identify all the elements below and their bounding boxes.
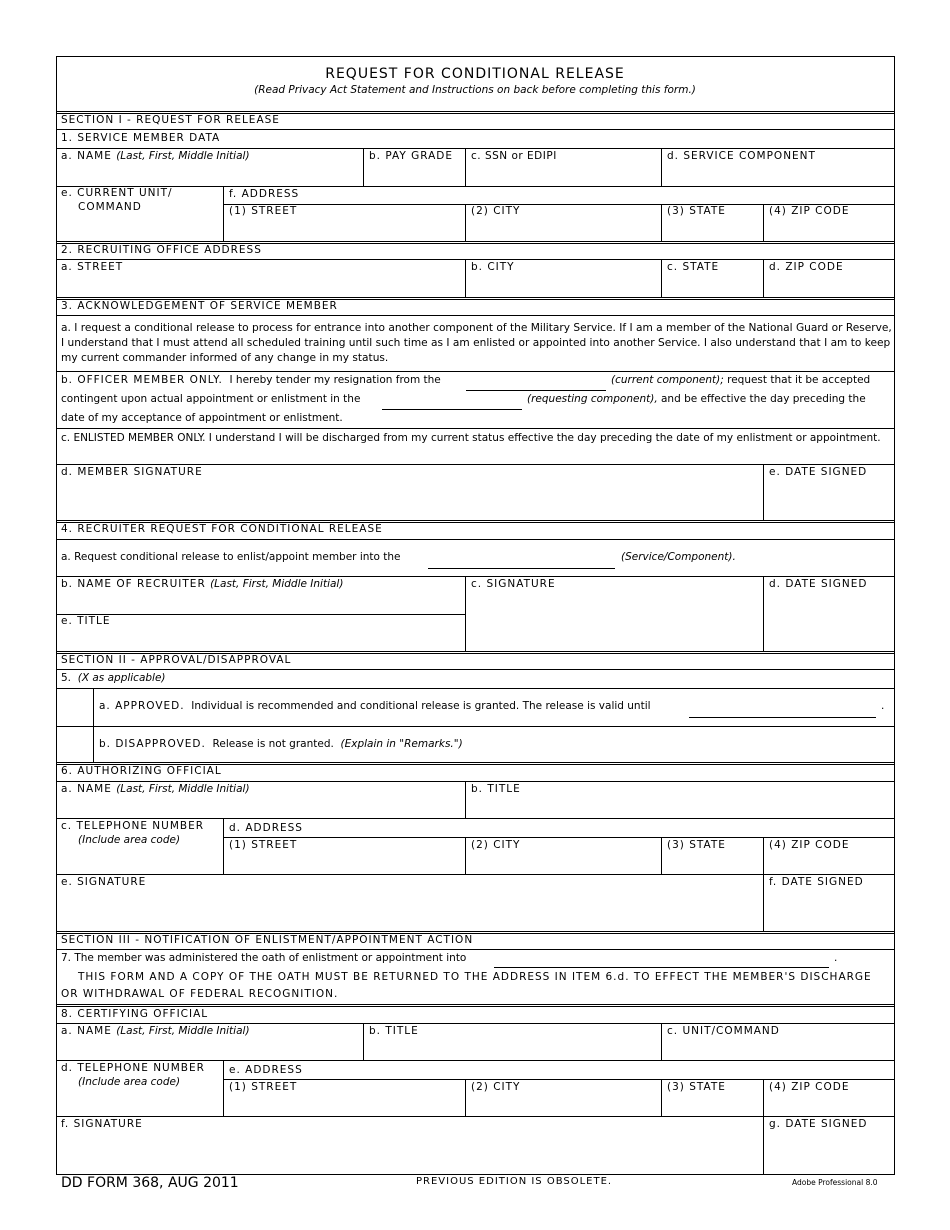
member-street-input[interactable] bbox=[225, 219, 463, 239]
divider bbox=[661, 837, 662, 874]
cert-address-label: e. ADDRESS bbox=[229, 1064, 303, 1076]
current-unit-label-2: COMMAND bbox=[78, 201, 142, 213]
auth-street-label: (1) STREET bbox=[229, 839, 298, 851]
approved-text: a. APPROVED. Individual is recommended and conditional release is granted. The release is valid until bbox=[99, 700, 651, 712]
divider bbox=[56, 111, 895, 112]
divider bbox=[465, 837, 466, 874]
return-notice-1: THIS FORM AND A COPY OF THE OATH MUST BE RETURNED TO THE ADDRESS IN ITEM 6.d. TO EFFECT THE MEMBER'S DISCHARGE bbox=[78, 971, 872, 983]
disapproved-checkbox[interactable] bbox=[58, 728, 92, 761]
cert-state-label: (3) STATE bbox=[667, 1081, 726, 1093]
member-date-label: e. DATE SIGNED bbox=[769, 466, 868, 478]
divider bbox=[763, 576, 764, 651]
divider bbox=[56, 297, 895, 298]
officer-line-3: date of my acceptance of appointment or enlistment. bbox=[61, 412, 343, 424]
auth-zip-label: (4) ZIP CODE bbox=[769, 839, 850, 851]
member-zip-input[interactable] bbox=[765, 219, 893, 239]
divider bbox=[56, 762, 895, 763]
auth-phone-label: c. TELEPHONE NUMBER bbox=[61, 820, 205, 832]
divider bbox=[223, 837, 895, 838]
divider bbox=[763, 259, 764, 297]
recruiter-name-input[interactable] bbox=[58, 592, 463, 612]
cert-street-label: (1) STREET bbox=[229, 1081, 298, 1093]
cert-zip-label: (4) ZIP CODE bbox=[769, 1081, 850, 1093]
oath-underline bbox=[494, 967, 829, 968]
recruiting-city-input[interactable] bbox=[467, 275, 659, 295]
divider bbox=[56, 539, 895, 540]
cert-phone-input[interactable] bbox=[58, 1091, 221, 1114]
divider bbox=[465, 204, 466, 241]
auth-city-input[interactable] bbox=[467, 853, 659, 872]
disapproved-text: b. DISAPPROVED. Release is not granted. (Explain in "Remarks.") bbox=[99, 738, 463, 750]
divider bbox=[465, 259, 466, 297]
pay-grade-input[interactable] bbox=[365, 164, 463, 184]
divider bbox=[56, 259, 895, 260]
oath-text: 7. The member was administered the oath of enlistment or appointment into bbox=[61, 952, 467, 964]
officer-line-2b: (requesting component), and be effective the day preceding the bbox=[527, 393, 866, 405]
divider bbox=[56, 576, 895, 577]
release-valid-until-input[interactable] bbox=[689, 699, 876, 716]
pay-grade-label: b. PAY GRADE bbox=[369, 150, 454, 162]
divider bbox=[93, 688, 94, 762]
divider bbox=[763, 837, 764, 874]
current-component-input[interactable] bbox=[466, 373, 606, 390]
cert-date-input[interactable] bbox=[765, 1132, 893, 1173]
cert-city-input[interactable] bbox=[467, 1095, 659, 1114]
cert-signature-label: f. SIGNATURE bbox=[61, 1118, 143, 1130]
officer-line-1: b. OFFICER MEMBER ONLY. I hereby tender my resignation from the bbox=[61, 374, 441, 386]
divider bbox=[56, 464, 895, 465]
cert-name-input[interactable] bbox=[58, 1039, 361, 1058]
item-1-heading: 1. SERVICE MEMBER DATA bbox=[61, 132, 221, 144]
divider bbox=[56, 874, 895, 875]
requesting-component-input[interactable] bbox=[382, 392, 522, 409]
member-signature-field[interactable] bbox=[58, 480, 761, 518]
software-note: Adobe Professional 8.0 bbox=[792, 1178, 878, 1187]
divider bbox=[56, 186, 895, 187]
member-street-label: (1) STREET bbox=[229, 205, 298, 217]
recruiting-city-label: b. CITY bbox=[471, 261, 515, 273]
auth-phone-hint: (Include area code) bbox=[78, 834, 181, 846]
member-state-label: (3) STATE bbox=[667, 205, 726, 217]
divider bbox=[56, 614, 465, 615]
auth-name-input[interactable] bbox=[58, 797, 463, 817]
acknowledgement-a-text: a. I request a conditional release to process for entrance into another component of the Military Service. If I am a member of the National Guard or Reserve, I understand that I must attend all scheduled training until such time as I am enlisted or appointed into another Service. I also understand that I am to keep my current commander informed of any change in my status. bbox=[61, 322, 892, 364]
auth-zip-input[interactable] bbox=[765, 853, 893, 872]
cert-unit-input[interactable] bbox=[663, 1039, 893, 1058]
auth-state-label: (3) STATE bbox=[667, 839, 726, 851]
divider bbox=[763, 1079, 764, 1116]
divider bbox=[465, 576, 466, 651]
divider bbox=[763, 464, 764, 520]
cert-city-label: (2) CITY bbox=[471, 1081, 521, 1093]
divider bbox=[56, 148, 895, 149]
divider bbox=[56, 1006, 895, 1007]
divider bbox=[223, 186, 224, 241]
divider bbox=[661, 148, 662, 186]
auth-city-label: (2) CITY bbox=[471, 839, 521, 851]
cert-state-input[interactable] bbox=[663, 1095, 761, 1114]
auth-date-input[interactable] bbox=[765, 890, 893, 929]
enlisted-text: c. ENLISTED MEMBER ONLY. I understand I will be discharged from my current status effective the day preceding the date of my enlistment or appointment. bbox=[61, 432, 881, 444]
divider bbox=[56, 651, 895, 652]
form-subtitle: (Read Privacy Act Statement and Instructions on back before completing this form.) bbox=[254, 84, 696, 96]
cert-title-label: b. TITLE bbox=[369, 1025, 419, 1037]
cert-zip-input[interactable] bbox=[765, 1095, 893, 1114]
recruiting-state-input[interactable] bbox=[663, 275, 761, 295]
recruiting-street-label: a. STREET bbox=[61, 261, 124, 273]
current-unit-input[interactable] bbox=[58, 215, 221, 239]
divider bbox=[56, 818, 895, 819]
divider bbox=[661, 1023, 662, 1060]
divider bbox=[56, 1023, 895, 1024]
cert-signature-field[interactable] bbox=[58, 1132, 761, 1173]
divider bbox=[56, 520, 895, 521]
recruiter-name-label: b. NAME OF RECRUITER (Last, First, Middle Initial) bbox=[61, 578, 344, 590]
recruiting-street-input[interactable] bbox=[58, 275, 463, 295]
member-city-input[interactable] bbox=[467, 219, 659, 239]
auth-signature-label: e. SIGNATURE bbox=[61, 876, 147, 888]
form-title: REQUEST FOR CONDITIONAL RELEASE bbox=[325, 66, 625, 82]
divider bbox=[56, 669, 895, 670]
divider bbox=[56, 371, 895, 372]
form-number: DD FORM 368, AUG 2011 bbox=[61, 1175, 239, 1191]
divider bbox=[56, 315, 895, 316]
divider bbox=[56, 129, 895, 130]
recruiter-date-label: d. DATE SIGNED bbox=[769, 578, 868, 590]
recruiter-title-input[interactable] bbox=[58, 629, 463, 649]
item-5-heading: 5. (X as applicable) bbox=[61, 672, 166, 684]
section-1-heading: SECTION I - REQUEST FOR RELEASE bbox=[61, 114, 280, 126]
section-2-heading: SECTION II - APPROVAL/DISAPPROVAL bbox=[61, 654, 292, 666]
divider bbox=[763, 874, 764, 931]
auth-name-label: a. NAME (Last, First, Middle Initial) bbox=[61, 783, 250, 795]
approved-checkbox[interactable] bbox=[58, 690, 92, 724]
item-8-heading: 8. CERTIFYING OFFICIAL bbox=[61, 1008, 209, 1020]
service-component-request-input[interactable] bbox=[428, 550, 615, 567]
return-notice-2: OR WITHDRAWAL OF FEDERAL RECOGNITION. bbox=[61, 988, 339, 1000]
recruiter-title-label: e. TITLE bbox=[61, 615, 111, 627]
auth-address-label: d. ADDRESS bbox=[229, 822, 303, 834]
obsolete-notice: PREVIOUS EDITION IS OBSOLETE. bbox=[416, 1176, 613, 1187]
recruiting-state-label: c. STATE bbox=[667, 261, 720, 273]
divider bbox=[465, 148, 466, 186]
divider bbox=[56, 781, 895, 782]
member-name-input[interactable] bbox=[58, 164, 361, 184]
divider bbox=[465, 781, 466, 818]
divider bbox=[661, 204, 662, 241]
oath-component-input[interactable] bbox=[494, 951, 829, 967]
officer-line-2: contingent upon actual appointment or enlistment in the bbox=[61, 393, 361, 405]
ssn-label: c. SSN or EDIPI bbox=[471, 150, 557, 162]
divider bbox=[56, 949, 895, 950]
auth-title-label: b. TITLE bbox=[471, 783, 521, 795]
auth-title-input[interactable] bbox=[467, 797, 893, 817]
divider bbox=[56, 428, 895, 429]
divider bbox=[56, 1004, 895, 1005]
member-date-input[interactable] bbox=[765, 480, 893, 518]
divider bbox=[56, 1116, 895, 1117]
divider bbox=[223, 818, 224, 874]
item-2-heading: 2. RECRUITING OFFICE ADDRESS bbox=[61, 244, 262, 256]
recruiter-signature-field[interactable] bbox=[467, 592, 761, 649]
divider bbox=[56, 726, 895, 727]
ssn-input[interactable] bbox=[467, 164, 659, 184]
recruiter-request-text: a. Request conditional release to enlist/appoint member into the bbox=[61, 551, 401, 563]
item-4-heading: 4. RECRUITER REQUEST FOR CONDITIONAL RELEASE bbox=[61, 523, 383, 535]
cert-title-input[interactable] bbox=[365, 1039, 659, 1058]
divider bbox=[363, 1023, 364, 1060]
auth-signature-field[interactable] bbox=[58, 890, 761, 929]
service-component-hint: (Service/Component). bbox=[621, 551, 736, 563]
service-component-label: d. SERVICE COMPONENT bbox=[667, 150, 816, 162]
divider bbox=[56, 241, 895, 242]
cert-phone-hint: (Include area code) bbox=[78, 1076, 181, 1088]
member-address-label: f. ADDRESS bbox=[229, 188, 300, 200]
member-state-input[interactable] bbox=[663, 219, 761, 239]
divider bbox=[661, 259, 662, 297]
section-3-heading: SECTION III - NOTIFICATION OF ENLISTMENT/APPOINTMENT ACTION bbox=[61, 934, 474, 946]
divider bbox=[363, 148, 364, 186]
valid-until-underline bbox=[689, 717, 876, 718]
auth-date-label: f. DATE SIGNED bbox=[769, 876, 864, 888]
cert-name-label: a. NAME (Last, First, Middle Initial) bbox=[61, 1025, 250, 1037]
auth-street-input[interactable] bbox=[225, 853, 463, 872]
divider bbox=[223, 1079, 895, 1080]
current-unit-label: e. CURRENT UNIT/ bbox=[61, 187, 173, 199]
member-name-label: a. NAME (Last, First, Middle Initial) bbox=[61, 150, 250, 162]
cert-date-label: g. DATE SIGNED bbox=[769, 1118, 868, 1130]
recruiting-zip-input[interactable] bbox=[765, 275, 893, 295]
auth-state-input[interactable] bbox=[663, 853, 761, 872]
cert-street-input[interactable] bbox=[225, 1095, 463, 1114]
officer-line-1b: (current component); request that it be accepted bbox=[611, 374, 871, 386]
recruiter-signature-label: c. SIGNATURE bbox=[471, 578, 556, 590]
divider bbox=[763, 204, 764, 241]
divider bbox=[661, 1079, 662, 1116]
member-city-label: (2) CITY bbox=[471, 205, 521, 217]
auth-phone-input[interactable] bbox=[58, 849, 221, 872]
member-zip-label: (4) ZIP CODE bbox=[769, 205, 850, 217]
recruiting-zip-label: d. ZIP CODE bbox=[769, 261, 844, 273]
item-3-heading: 3. ACKNOWLEDGEMENT OF SERVICE MEMBER bbox=[61, 300, 338, 312]
requesting-component-underline bbox=[382, 409, 522, 410]
cert-unit-label: c. UNIT/COMMAND bbox=[667, 1025, 780, 1037]
service-component-input[interactable] bbox=[663, 164, 893, 184]
divider bbox=[223, 1060, 224, 1116]
member-signature-label: d. MEMBER SIGNATURE bbox=[61, 466, 203, 478]
service-component-underline bbox=[428, 568, 615, 569]
approved-end: . bbox=[881, 700, 885, 712]
current-component-underline bbox=[466, 390, 606, 391]
divider bbox=[56, 931, 895, 932]
divider bbox=[465, 1079, 466, 1116]
oath-end: . bbox=[834, 952, 838, 964]
divider bbox=[56, 1060, 895, 1061]
recruiter-date-input[interactable] bbox=[765, 592, 893, 649]
divider bbox=[763, 1116, 764, 1175]
divider bbox=[56, 688, 895, 689]
cert-phone-label: d. TELEPHONE NUMBER bbox=[61, 1062, 205, 1074]
item-6-heading: 6. AUTHORIZING OFFICIAL bbox=[61, 765, 222, 777]
